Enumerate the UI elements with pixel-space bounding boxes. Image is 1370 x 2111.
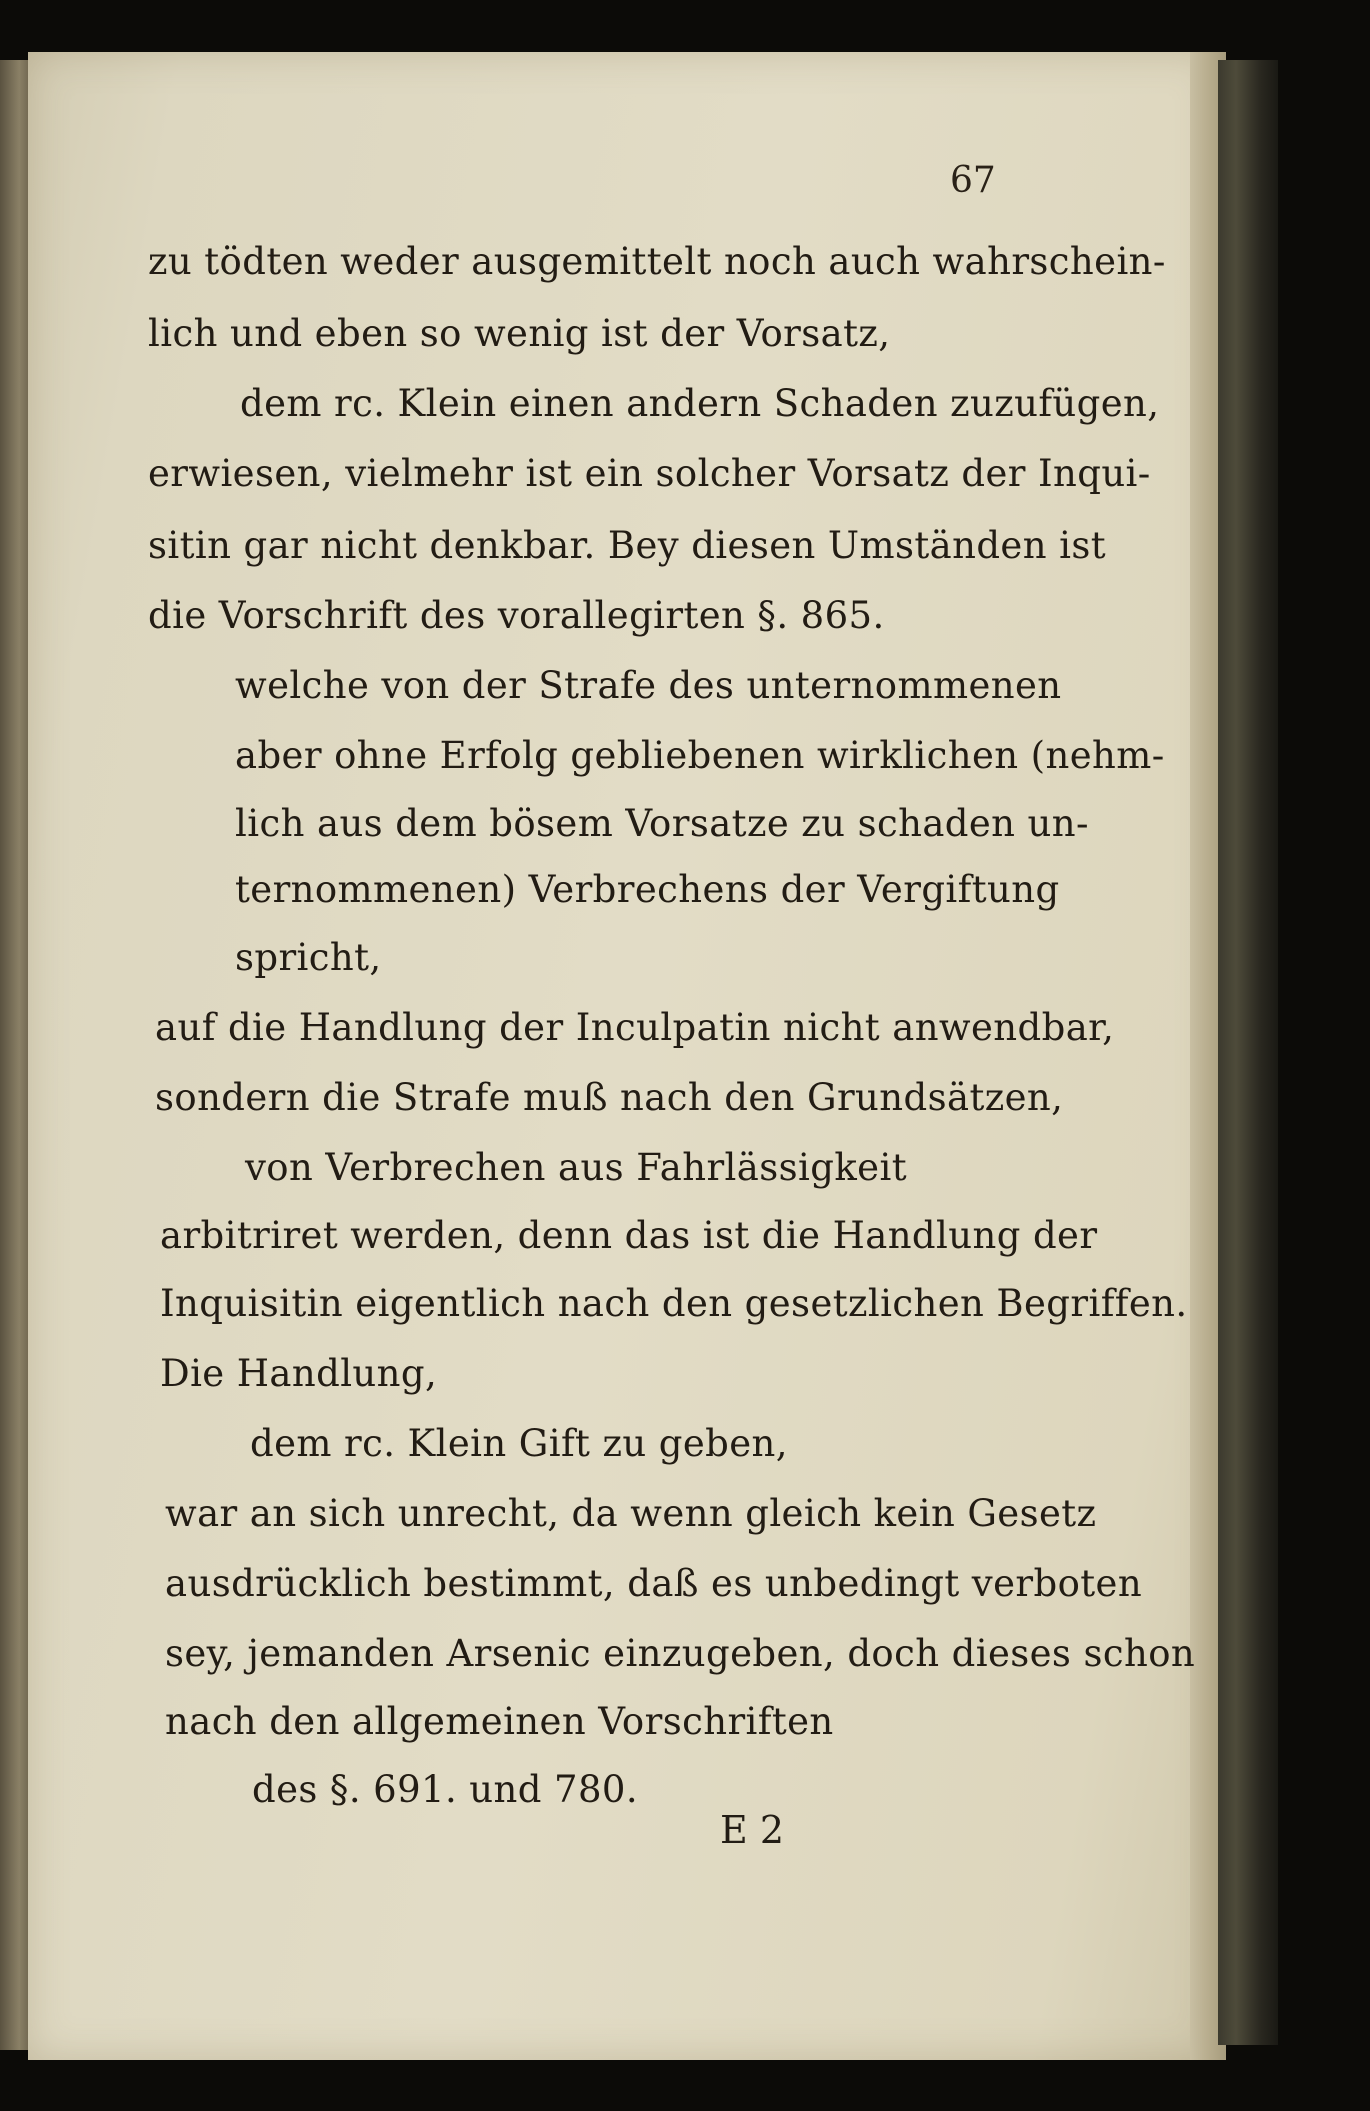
text-line: von Verbrechen aus Fahrlässigkeit [245, 1146, 907, 1189]
text-line: sitin gar nicht denkbar. Bey diesen Umständen ist [148, 524, 1106, 567]
text-line: Die Handlung, [160, 1352, 438, 1395]
text-line: ternommenen) Verbrechens der Vergiftung [235, 868, 1060, 911]
text-line: lich und eben so wenig ist der Vorsatz, [148, 312, 891, 355]
page-number: 67 [950, 160, 996, 201]
text-line: dem rc. Klein einen andern Schaden zuzufügen, [240, 382, 1160, 425]
text-line: lich aus dem bösem Vorsatze zu schaden un- [235, 802, 1089, 845]
text-line: auf die Handlung der Inculpatin nicht anwendbar, [155, 1006, 1115, 1049]
text-line: sey, jemanden Arsenic einzugeben, doch dieses schon [165, 1632, 1196, 1675]
text-line: nach den allgemeinen Vorschriften [165, 1700, 834, 1743]
text-line: welche von der Strafe des unternommenen [235, 664, 1062, 707]
text-line: spricht, [235, 936, 382, 979]
text-line: die Vorschrift des vorallegirten §. 865. [148, 594, 885, 637]
text-line: arbitriret werden, denn das ist die Handlung der [160, 1214, 1098, 1257]
text-line: war an sich unrecht, da wenn gleich kein Gesetz [165, 1492, 1097, 1535]
text-line: aber ohne Erfolg gebliebenen wirklichen (nehm- [235, 734, 1165, 777]
text-line: ausdrücklich bestimmt, daß es unbedingt verboten [165, 1562, 1143, 1605]
text-line: erwiesen, vielmehr ist ein solcher Vorsatz der Inqui- [148, 452, 1151, 495]
signature-mark: E 2 [720, 1808, 784, 1852]
text-line: dem rc. Klein Gift zu geben, [250, 1422, 788, 1465]
text-line: Inquisitin eigentlich nach den gesetzlichen Begriffen. [160, 1282, 1188, 1325]
text-line: des §. 691. und 780. [252, 1768, 638, 1811]
text-line: zu tödten weder ausgemittelt noch auch wahrschein- [148, 240, 1166, 283]
text-line: sondern die Strafe muß nach den Grundsätzen, [155, 1076, 1064, 1119]
